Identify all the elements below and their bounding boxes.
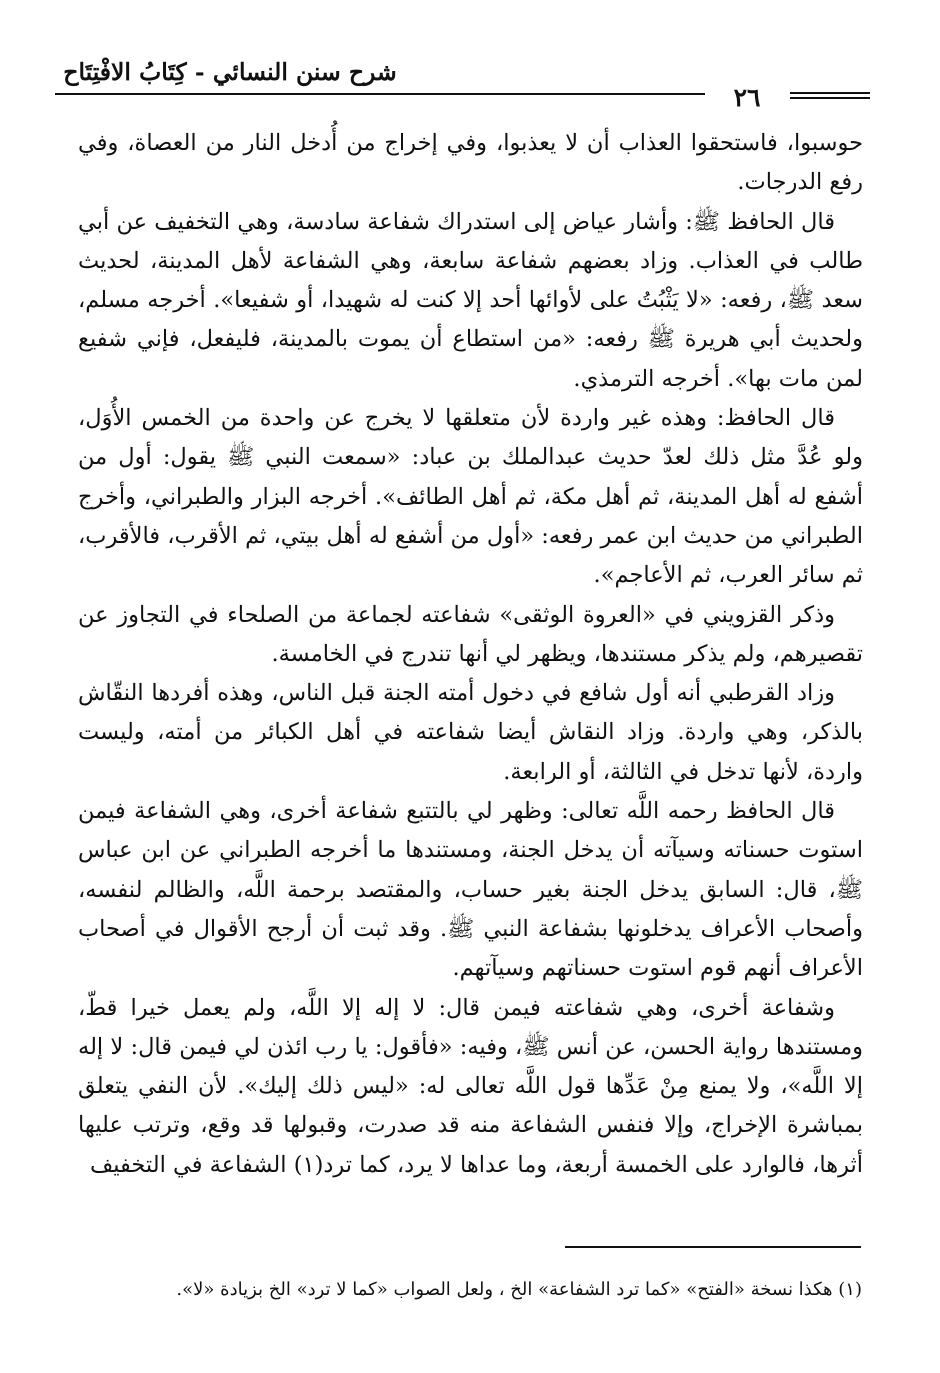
paragraph: قال الحافظ: وهذه غير واردة لأن متعلقها لا يخرج عن واحدة من الخمس الأُوَل، ولو عُدَّ مثل ذلك لعدّ حديث عبدالملك بن عباد: «سمعت النبي ﷺ يقول: أول من أشفع له أهل المدينة، ثم أهل مكة، ثم أهل الطائف». أخرجه البزار والطبراني، وأخرج الطبراني من حديث ابن عمر رفعه: «أول من أشفع له أهل بيتي، ثم الأقرب، فالأقرب، ثم سائر العرب، ثم الأعاجم».	[78, 405, 863, 589]
paragraph: حوسبوا، فاستحقوا العذاب أن لا يعذبوا، وفي إخراج من أُدخل النار من العصاة، وفي رفع الدرجات.	[78, 130, 863, 196]
paragraph: وزاد القرطبي أنه أول شافع في دخول أمته الجنة قبل الناس، وهذه أفردها النقّاش بالذكر، وهي واردة. وزاد النقاش أيضا شفاعته في أهل الكبائر من أمته، وليست واردة، لأنها تدخل في الثالثة، أو الرابعة.	[78, 680, 863, 785]
footnote: (١) هكذا نسخة «الفتح» «كما ترد الشفاعة» الخ ، ولعل الصواب «كما لا ترد» الخ بزيادة «لا».	[176, 1279, 862, 1300]
header-double-rule-bottom	[790, 97, 870, 99]
header-rule	[55, 93, 705, 95]
paragraph: وشفاعة أخرى، وهي شفاعته فيمن قال: لا إله إلا اللَّه، ولم يعمل خيرا قطّ، ومستندها رواية الحسن، عن أنس ﷺ، وفيه: «فأقول: يا رب ائذن لي فيمن قال: لا إله إلا اللَّه»، ولا يمنع مِنْ عَدِّها قول اللَّه تعالى له: «ليس ذلك إليك». لأن النفي يتعلق بمباشرة الإخراج، وإلا فنفس الشفاعة منه قد صدرت، وقبولها قد وقع، وترتب عليها أثرها، فالوارد على الخمسة أربعة، وما عداها لا يرد، كما ترد(١) الشفاعة في التخفيف	[78, 994, 863, 1178]
paragraph: قال الحافظ رحمه اللَّه تعالى: وظهر لي بالتتبع شفاعة أخرى، وهي الشفاعة فيمن استوت حسناته وسيآته أن يدخل الجنة، ومستندها ما أخرجه الطبراني عن ابن عباس ﷺ، قال: السابق يدخل الجنة بغير حساب، والمقتصد برحمة اللَّه، والظالم لنفسه، وأصحاب الأعراف يدخلونها بشفاعة النبي ﷺ. وقد ثبت أن أرجح الأقوال في أصحاب الأعراف أنهم قوم استوت حسناتهم وسيآتهم.	[78, 798, 863, 982]
page-number: ٢٦	[733, 83, 761, 112]
header-double-rule-top	[790, 92, 870, 94]
footnote-separator	[565, 1246, 861, 1248]
paragraph: وذكر القزويني في «العروة الوثقى» شفاعته لجماعة من الصلحاء في التجاوز عن تقصيرهم، ولم يذكر مستندها، ويظهر لي أنها تندرج في الخامسة.	[78, 601, 863, 667]
running-title: شرح سنن النسائي - كِتَابُ الافْتِتَاح	[63, 58, 397, 86]
paragraph: قال الحافظ ﷺ: وأشار عياض إلى استدراك شفاعة سادسة، وهي التخفيف عن أبي طالب في العذاب. وزاد بعضهم شفاعة سابعة، وهي الشفاعة لأهل المدينة، لحديث سعد ﷺ، رفعه: «لا يَثْبُتُ على لأوائها أحد إلا كنت له شهيدا، أو شفيعا». أخرجه مسلم، ولحديث أبي هريرة ﷺ رفعه: «من استطاع أن يموت بالمدينة، فليفعل، فإني شفيع لمن مات بها». أخرجه الترمذي.	[78, 208, 863, 392]
body-text	[78, 124, 863, 1185]
